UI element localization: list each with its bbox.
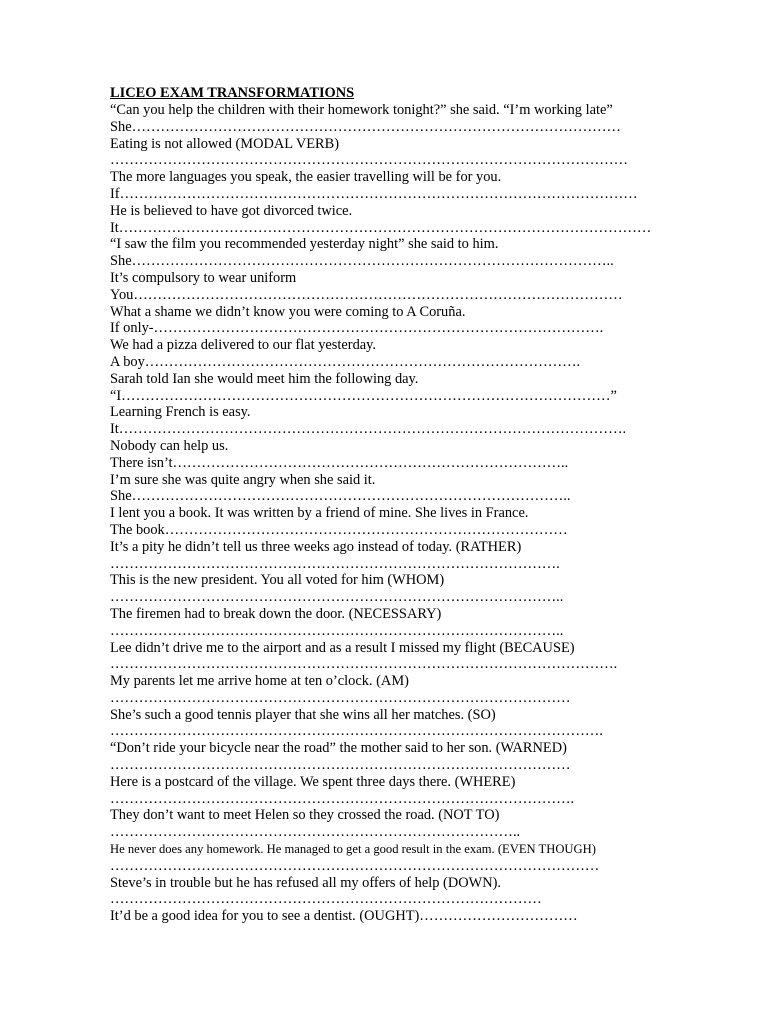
exercise-line: We had a pizza delivered to our flat yesterday. [110, 337, 377, 354]
answer-line: ……………………………………………………………………………………………… [110, 152, 629, 169]
answer-line: The book………………………………………………………………………… [110, 521, 568, 538]
answer-line: ………………………………………………………………………………………… [110, 857, 600, 874]
answer-line: If……………………………………………………………………………………………… [110, 185, 638, 202]
exercise-line: It’s compulsory to wear uniform [110, 269, 297, 286]
exercise-line: I’m sure she was quite angry when she said it. [110, 471, 376, 488]
exercise-line: My parents let me arrive home at ten o’clock. (AM) [110, 673, 409, 690]
exercise-line: Learning French is easy. [110, 404, 251, 421]
answer-line: It………………………………………………………………………………………………… [110, 219, 652, 236]
exercise-line: He never does any homework. He managed to get a good result in the exam. (EVEN THOUGH) [110, 842, 596, 857]
answer-line: ………………………………………………………………………….. [110, 824, 521, 841]
exercise-line: They don’t want to meet Helen so they crossed the road. (NOT TO) [110, 807, 500, 824]
answer-line: There isn’t……………………………………………………………………….. [110, 454, 569, 471]
exercise-line: “I saw the film you recommended yesterday night” she said to him. [110, 236, 499, 253]
exercise-line: The more languages you speak, the easier travelling will be for you. [110, 169, 502, 186]
exercise-line: “Don’t ride your bicycle near the road” the mother said to her son. (WARNED) [110, 740, 567, 757]
answer-line: …………………………………………………………………………………. [110, 555, 560, 572]
exercise-line: The firemen had to break down the door. (NECESSARY) [110, 605, 442, 622]
exercise-line: This is the new president. You all voted for him (WHOM) [110, 572, 445, 589]
answer-line: ……………………………………………………………………………… [110, 891, 542, 908]
answer-line: “I…………………………………………………………………………………………” [110, 387, 617, 404]
exercise-line: “Can you help the children with their homework tonight?” she said. “I’m working late” [110, 102, 613, 118]
answer-line: She……………………………………………………………………………….. [110, 488, 571, 505]
answer-line: It……………………………………………………………………………………………. [110, 421, 627, 438]
exercise-line: Lee didn’t drive me to the airport and as a result I missed my flight (BECAUSE) [110, 639, 575, 656]
answer-line: …………………………………………………………………………………… [110, 757, 571, 774]
answer-line: ……………………………………………………………………………………. [110, 790, 575, 807]
exercise-sheet [110, 85, 710, 925]
exercise-line: He is believed to have got divorced twice. [110, 202, 353, 219]
exercise-line: It’d be a good idea for you to see a dentist. (OUGHT)…………………………… [110, 908, 578, 925]
exercise-line: Sarah told Ian she would meet him the following day. [110, 370, 419, 387]
answer-line: A boy………………………………………………………………………………. [110, 353, 581, 370]
exercise-line: What a shame we didn’t know you were coming to A Coruña. [110, 303, 466, 320]
exercise-line: Eating is not allowed (MODAL VERB) [110, 135, 340, 152]
answer-line: She………………………………………………………………………………………… [110, 118, 621, 135]
document-title: LICEO EXAM TRANSFORMATIONS [110, 85, 355, 101]
exercise-line: She’s such a good tennis player that she wins all her matches. (SO) [110, 706, 496, 723]
exercise-line: Steve’s in trouble but he has refused all my offers of help (DOWN). [110, 874, 501, 891]
exercise-line: Here is a postcard of the village. We spent three days there. (WHERE) [110, 773, 516, 790]
answer-line: If only-…………………………………………………………………………………. [110, 320, 604, 337]
answer-line: You………………………………………………………………………………………… [110, 286, 623, 303]
answer-line: ………………………………………………………………………………….. [110, 622, 564, 639]
answer-line: …………………………………………………………………………………………. [110, 723, 603, 740]
answer-line: She……………………………………………………………………………………….. [110, 253, 614, 270]
exercise-line: Nobody can help us. [110, 437, 229, 454]
exercise-line: I lent you a book. It was written by a friend of mine. She lives in France. [110, 505, 529, 522]
exercise-line: It’s a pity he didn’t tell us three weeks ago instead of today. (RATHER) [110, 538, 522, 555]
answer-line: ……………………………………………………………………………………………. [110, 656, 618, 673]
answer-line: …………………………………………………………………………………… [110, 689, 571, 706]
answer-line: ………………………………………………………………………………….. [110, 589, 564, 606]
